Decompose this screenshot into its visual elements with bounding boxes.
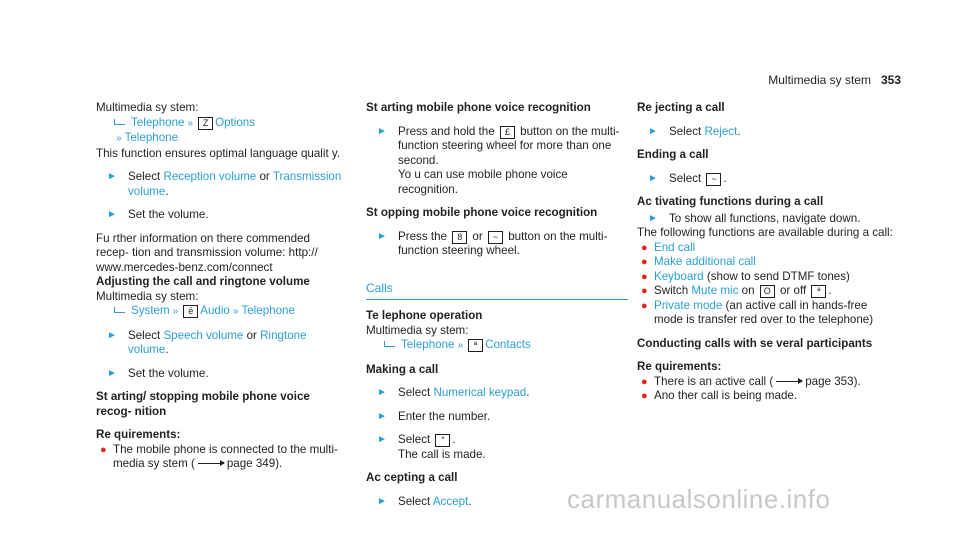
chevron-right-icon: » <box>116 133 122 144</box>
step-text: . <box>165 343 169 356</box>
step-arrow-icon: ► <box>377 230 387 242</box>
step-note: Yo u can use mobile phone voice recognition. <box>398 168 568 196</box>
page-ref-arrow-icon <box>776 381 802 382</box>
step-text: Switch <box>654 284 692 297</box>
heading-rejecting-call: Re jecting a call <box>637 101 725 114</box>
step-text: . <box>737 124 741 138</box>
step-text: ). <box>853 374 861 388</box>
step-text: Select <box>128 328 164 342</box>
submenu-arrow-icon <box>114 307 125 313</box>
heading-accepting-call: Ac cepting a call <box>366 471 458 484</box>
page-ref-arrow-icon <box>198 463 224 464</box>
bullet-icon: ● <box>100 443 107 456</box>
step-arrow-icon: ► <box>377 125 387 137</box>
column-1 <box>96 101 346 472</box>
heading-start-voice: St arting mobile phone voice recognition <box>366 101 591 114</box>
info-paragraph: Fu rther information on there commended recep‐ tion and transmission volume: http:// www.mercedes-benz.com/connect <box>96 231 318 274</box>
step-text: . <box>165 184 169 198</box>
step-text: on <box>738 284 758 297</box>
step-arrow-icon: ► <box>107 171 117 182</box>
function-item-keyboard <box>637 270 899 285</box>
make-additional-call-link[interactable]: Make additional call <box>654 255 756 268</box>
step-arrow-icon: ► <box>648 172 658 184</box>
private-mode-link[interactable]: Private mode <box>654 298 723 312</box>
options-icon: Z <box>198 117 213 130</box>
heading-telephone-operation: Te lephone operation <box>366 309 483 322</box>
checkbox-unchecked-icon: ª <box>811 285 826 298</box>
step-select-end <box>637 172 899 187</box>
menu-path-label: Multimedia sy stem: <box>96 289 199 303</box>
menu-contacts[interactable]: Contacts <box>485 338 531 351</box>
bullet-icon: ● <box>641 241 648 254</box>
chevron-right-icon: » <box>187 117 194 129</box>
function-item-end-call <box>637 241 899 256</box>
requirements-label: Re quirements: <box>96 428 181 441</box>
bullet-icon: ● <box>641 256 648 268</box>
watermark: carmanualsonline.info <box>567 484 831 514</box>
step-arrow-icon: ► <box>107 329 117 341</box>
step-text: Press the <box>398 229 451 243</box>
step-text: Select <box>669 124 705 138</box>
mute-mic-link[interactable]: Mute mic <box>691 284 739 297</box>
step-text: . <box>468 494 472 508</box>
requirements-label: Re quirements: <box>637 360 722 373</box>
function-item-private-mode <box>637 299 899 328</box>
page-header <box>768 73 901 88</box>
chevron-right-icon: » <box>457 340 464 351</box>
step-text: (show to send DTMF tones) <box>703 269 850 283</box>
step-arrow-icon: ► <box>377 434 387 445</box>
step-text: Select <box>128 170 164 183</box>
bullet-icon: ● <box>641 390 648 402</box>
audio-icon: ē <box>183 305 198 318</box>
bullet-icon: ● <box>641 285 648 297</box>
paragraph: This function ensures optimal language qualit y. <box>96 146 341 160</box>
heading-activating-functions: Ac tivating functions during a call <box>637 195 824 208</box>
checkbox-checked-icon: O <box>760 285 775 298</box>
header-title: Multimedia sy stem <box>768 73 871 87</box>
requirement-item <box>637 375 899 390</box>
function-item-additional-call <box>637 255 899 270</box>
search-icon: ª <box>468 339 483 352</box>
page-reference[interactable]: page 353 <box>805 374 854 388</box>
step-arrow-icon: ► <box>648 212 658 224</box>
heading-adjust-volume: Adjusting the call and ringtone volume <box>96 275 310 288</box>
step-text: button on the multi‐ function steering wheel. <box>398 229 608 257</box>
step-text: . <box>452 433 456 446</box>
transmission-volume-link[interactable]: Transmission volume <box>128 170 342 198</box>
accept-link[interactable]: Accept <box>432 494 469 508</box>
page-number: 353 <box>880 73 901 87</box>
heading-voice-recognition: St arting/ stopping mobile phone voice recog‐ nition <box>96 390 310 418</box>
requirement-item <box>637 389 899 404</box>
menu-telephone[interactable]: Telephone <box>131 115 185 129</box>
bullet-icon: ● <box>641 299 648 312</box>
step-arrow-icon: ► <box>377 410 387 422</box>
step-text: or off <box>776 284 810 297</box>
hang-up-icon: ~ <box>706 173 721 186</box>
step-text: Enter the number. <box>398 409 491 423</box>
step-set-volume-2 <box>96 367 346 382</box>
step-text: . <box>828 284 832 297</box>
step-show-functions <box>637 212 899 227</box>
menu-path-2 <box>96 304 346 320</box>
step-text: button on the multi‐ function steering wheel for more than one second. <box>398 124 620 167</box>
heading-ending-call: Ending a call <box>637 148 709 161</box>
menu-options[interactable]: Options <box>215 115 256 129</box>
column-3 <box>637 101 899 404</box>
menu-telephone[interactable]: Telephone <box>241 304 295 317</box>
hang-up-icon: ~ <box>488 231 503 244</box>
end-call-link[interactable]: End call <box>654 240 696 254</box>
step-text: ). <box>275 457 283 470</box>
bullet-icon: ● <box>641 270 648 283</box>
heading-stop-voice: St opping mobile phone voice recognition <box>366 206 598 219</box>
menu-path-label: Multimedia sy stem: <box>366 323 469 337</box>
step-text: The mobile phone is connected to the multi‐ media sy stem ( <box>113 442 338 470</box>
heading-making-call: Making a call <box>366 362 439 376</box>
step-press-stop <box>366 230 628 259</box>
step-text: To show all functions, navigate down. <box>669 211 861 225</box>
step-text: or <box>243 328 261 342</box>
step-arrow-icon: ► <box>377 495 387 507</box>
paragraph: The following functions are available during a call: <box>637 226 893 239</box>
step-arrow-icon: ► <box>648 125 658 137</box>
menu-system[interactable]: System <box>131 304 170 317</box>
step-select-reject <box>637 125 899 140</box>
function-item-mute <box>637 284 899 299</box>
step-text: or <box>469 229 486 243</box>
step-arrow-icon: ► <box>377 387 387 398</box>
step-text: or <box>256 170 273 183</box>
step-text: Select <box>669 171 705 185</box>
speech-volume-link[interactable]: Speech volume <box>163 328 244 342</box>
step-text: . <box>723 171 727 185</box>
menu-path-label: Multimedia sy stem: <box>96 101 199 114</box>
menu-telephone[interactable]: Telephone <box>401 338 455 351</box>
step-text: Select <box>398 386 434 399</box>
ringtone-volume-link[interactable]: Ringtone volume <box>128 328 307 356</box>
step-text: Select <box>398 494 433 508</box>
reception-volume-link[interactable]: Reception volume <box>163 170 257 183</box>
voice-button-icon: £ <box>500 126 515 139</box>
submenu-arrow-icon <box>114 119 125 125</box>
call-icon: ° <box>435 434 450 447</box>
chevron-right-icon: » <box>232 306 239 317</box>
step-press-hold <box>366 125 628 198</box>
menu-telephone-sub[interactable]: Telephone <box>124 131 179 144</box>
step-text: Ano ther call is being made. <box>654 389 798 402</box>
menu-path-3 <box>366 338 628 354</box>
step-enter-number <box>366 410 628 425</box>
menu-path-1b <box>96 131 346 147</box>
step-select-keypad <box>366 386 628 401</box>
step-select-call <box>366 433 628 462</box>
step-select-reception <box>96 170 346 199</box>
page-reference[interactable]: page 349 <box>226 457 276 470</box>
menu-audio[interactable]: Audio <box>200 304 230 317</box>
step-text: Press and hold the <box>398 124 498 138</box>
section-title-calls: Calls <box>366 281 628 301</box>
step-text: Set the volume. <box>128 208 209 221</box>
keyboard-link[interactable]: Keyboard <box>654 269 704 283</box>
step-text: . <box>526 386 530 399</box>
bullet-icon: ● <box>641 375 648 388</box>
step-note: The call is made. <box>398 447 486 461</box>
step-set-volume <box>96 208 346 223</box>
requirement-item <box>96 443 346 472</box>
back-button-icon: 8 <box>452 231 467 244</box>
heading-multiple-participants: Conducting calls with se veral participants <box>637 336 873 350</box>
column-2 <box>366 101 628 509</box>
step-text: (an active call in hands-free mode is transfer red over to the telephone) <box>654 298 874 326</box>
reject-link[interactable]: Reject <box>704 124 738 138</box>
step-arrow-icon: ► <box>107 367 117 379</box>
step-text: Select <box>398 433 434 446</box>
numerical-keypad-link[interactable]: Numerical keypad <box>433 386 527 399</box>
step-text: There is an active call ( <box>654 374 774 388</box>
menu-path-1 <box>96 116 346 132</box>
chevron-right-icon: » <box>172 306 179 317</box>
step-text: Set the volume. <box>128 366 209 380</box>
step-select-speech <box>96 329 346 358</box>
submenu-arrow-icon <box>384 341 395 347</box>
step-arrow-icon: ► <box>107 209 117 220</box>
